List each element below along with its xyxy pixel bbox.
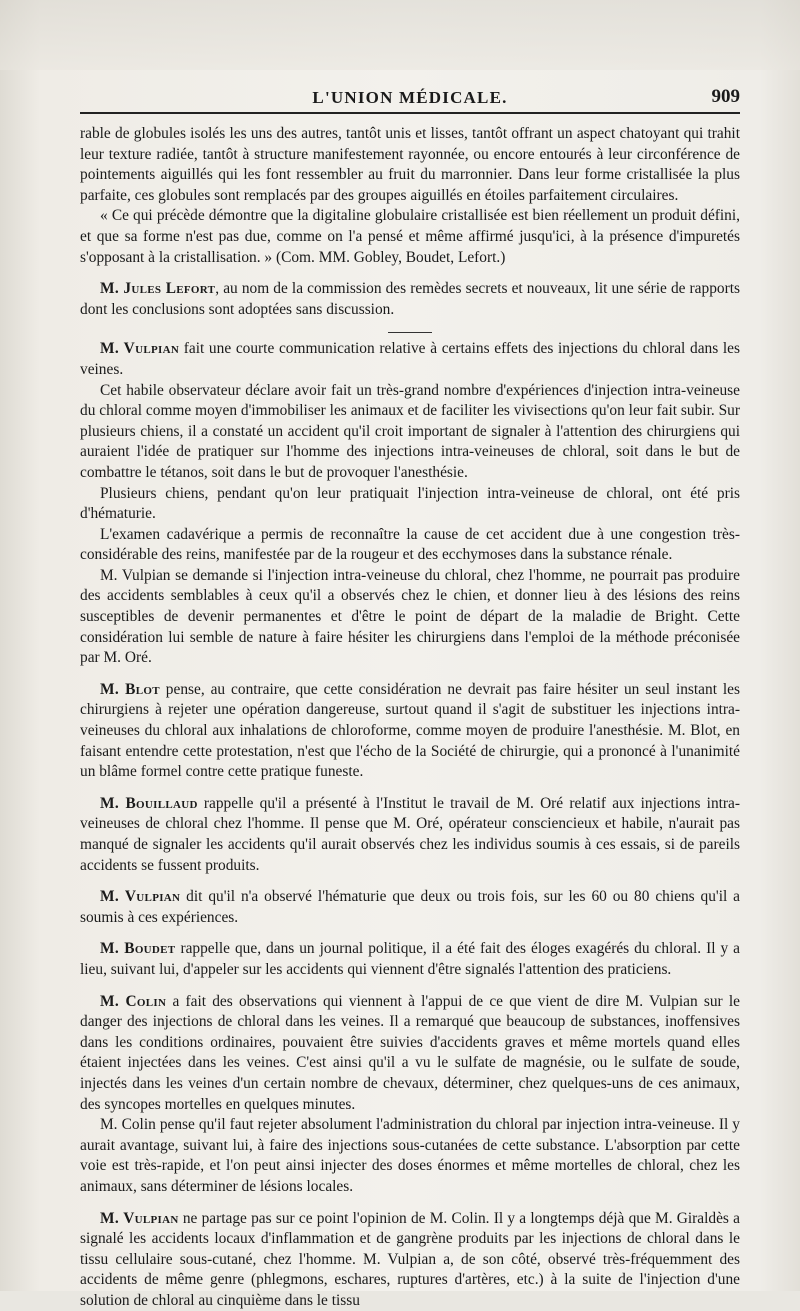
paragraph <box>80 381 740 484</box>
paragraph-text: L'examen cadavérique a permis de reconnaître la cause de cet accident due à une congestion très-considérable des reins, manifestée par de la rougeur et des ecchymoses dans la substance rénale. <box>80 526 740 564</box>
speaker-name: M. Jules Lefort <box>100 280 215 297</box>
paragraph-text: Cet habile observateur déclare avoir fait un très-grand nombre d'expériences d'injection intra-veineuse du chloral comme moyen d'immobiliser les animaux et de faciliter les vivisections qu'on leur fait subir. Sur plusieurs chiens, il a constaté un accident qu'il croit important de signaler à l'attention des chirurgiens qui auraient l'idée de pratiquer sur l'homme des injections intra-veineuses de chloral, soit dans le but de combattre le tétanos, soit dans le but de provoquer l'anesthésie. <box>80 382 740 481</box>
speaker-name: M. Vulpian <box>100 888 180 905</box>
paragraph <box>80 939 740 980</box>
paragraph-text: rable de globules isolés les uns des autres, tantôt unis et lisses, tantôt offrant un aspect chatoyant qui trahit leur texture radiée, tantôt à structure manifestement rayonnée, ou encore entourés à leur circonférence de pointements aiguillés qui les font ressembler au fruit du marronnier. Dans leur forme cristallisée la plus parfaite, ces globules sont remplacés par des groupes aiguillés en étoiles parfaitement circulaires. <box>80 125 740 204</box>
paragraph-text: ne partage pas sur ce point l'opinion de M. Colin. Il y a longtemps déjà que M. Giraldès a signalé les accidents locaux d'inflammation et de gangrène produits par les injections de chloral dans le tissu cellulaire sous-cutané, chez l'homme. M. Vulpian a, de son côté, observé très-fréquemment des accidents de même genre (phlegmons, eschares, ruptures d'artères, etc.) à la suite de l'injection d'une solution de chloral au cinquième dans le tissu <box>80 1210 740 1309</box>
paragraph-text: Plusieurs chiens, pendant qu'on leur pratiquait l'injection intra-veineuse de chloral, ont été pris d'hématurie. <box>80 485 740 523</box>
section-separator <box>388 332 432 333</box>
running-title: L'UNION MÉDICALE. <box>80 88 740 108</box>
paragraph-text: , au nom de la commission des remèdes secrets et nouveaux, lit une série de rapports dont les conclusions sont adoptées sans discussion. <box>80 280 740 318</box>
paragraph <box>80 887 740 928</box>
speaker-name: M. Vulpian <box>100 340 179 357</box>
paragraph <box>80 794 740 876</box>
paragraph <box>80 1115 740 1197</box>
paragraph-text: « Ce qui précède démontre que la digitaline globulaire cristallisée est bien réellement un produit défini, et que sa forme n'est pas due, comme on l'a pensé et même affirmé jusqu'ici, à la présence d'impuretés s'opposant à la cristallisation. » (Com. MM. Gobley, Boudet, Lefort.) <box>80 207 740 265</box>
paragraph-text: a fait des observations qui viennent à l'appui de ce que vient de dire M. Vulpian sur le danger des injections de chloral dans les veines. Il a remarqué que beaucoup de substances, inoffensives dans les conditions ordinaires, pouvaient être suivies d'accidents graves et même mortels quand elles étaient injectées dans les veines. C'est ainsi qu'il a vu le sulfate de magnésie, ou le sulfate de soude, injectés dans les veines d'un certain nombre de chevaux, déterminer, chez quelques-uns de ces animaux, des syncopes mortelles en quelques minutes. <box>80 993 740 1113</box>
paragraph <box>80 566 740 669</box>
speaker-name: M. Blot <box>100 681 160 698</box>
paragraph-text: M. Colin pense qu'il faut rejeter absolument l'administration du chloral par injection intra-veineuse. Il y aurait avantage, suivant lui, à faire des injections sous-cutanées de cette substance. L'absorption par cette voie est très-rapide, et l'on peut ainsi injecter des doses énormes et même mortelles de chloral, chez les animaux, sans déterminer de lésions locales. <box>80 1116 740 1195</box>
paragraph <box>80 992 740 1116</box>
paragraph-text: rappelle qu'il a présenté à l'Institut le travail de M. Oré relatif aux injections intra-veineuses de chloral chez l'homme. Il pense que M. Oré, opérateur consciencieux et habile, n'aurait pas manqué de signaler les accidents qu'il aurait observés chez les individus soumis à ces essais, si de pareils accidents se fussent produits. <box>80 795 740 874</box>
paragraph <box>80 525 740 566</box>
bleed-through-shadow <box>0 0 800 70</box>
paragraph-text: dit qu'il n'a observé l'hématurie que deux ou trois fois, sur les 60 ou 80 chiens qu'il a soumis à ces expériences. <box>80 888 740 926</box>
paragraph-text: fait une courte communication relative à certains effets des injections du chloral dans les veines. <box>80 340 740 378</box>
speaker-name: M. Colin <box>100 993 166 1010</box>
speaker-name: M. Bouillaud <box>100 795 198 812</box>
paragraph <box>80 680 740 783</box>
speaker-name: M. Vulpian <box>100 1210 179 1227</box>
paragraph <box>80 279 740 320</box>
paragraph <box>80 1209 740 1311</box>
paragraph-text: rappelle que, dans un journal politique, il a été fait des éloges exagérés du chloral. Il y a lieu, suivant lui, d'appeler sur les accidents qui viennent d'être signalés l'attention des praticiens. <box>80 940 740 978</box>
paragraph <box>80 484 740 525</box>
paragraph-text: M. Vulpian se demande si l'injection intra-veineuse du chloral, chez l'homme, ne pourrait pas produire des accidents semblables à ceux qu'il a observés chez le chien, et donner lieu à des lésions des reins susceptibles de devenir permanentes et d'être le point de départ de la maladie de Bright. Cette considération lui semble de nature à faire hésiter les chirurgiens dans l'emploi de la méthode préconisée par M. Oré. <box>80 567 740 666</box>
paragraph <box>80 206 740 268</box>
page-header <box>80 84 740 114</box>
page-number: 909 <box>712 86 741 108</box>
paragraph <box>80 124 740 206</box>
speaker-name: M. Boudet <box>100 940 175 957</box>
article-body <box>80 124 740 1311</box>
paragraph-text: pense, au contraire, que cette considération ne devrait pas faire hésiter un seul instant les chirurgiens à rejeter une opération dangereuse, surtout quand il s'agit de substituer les injections intra-veineuses du chloral aux inhalations de chloroforme, comme moyen de produire l'anesthésie. M. Blot, en faisant entendre cette protestation, n'est que l'écho de la Société de chirurgie, qui a prononcé à l'unanimité un blâme formel contre cette pratique funeste. <box>80 681 740 780</box>
paragraph <box>80 339 740 380</box>
